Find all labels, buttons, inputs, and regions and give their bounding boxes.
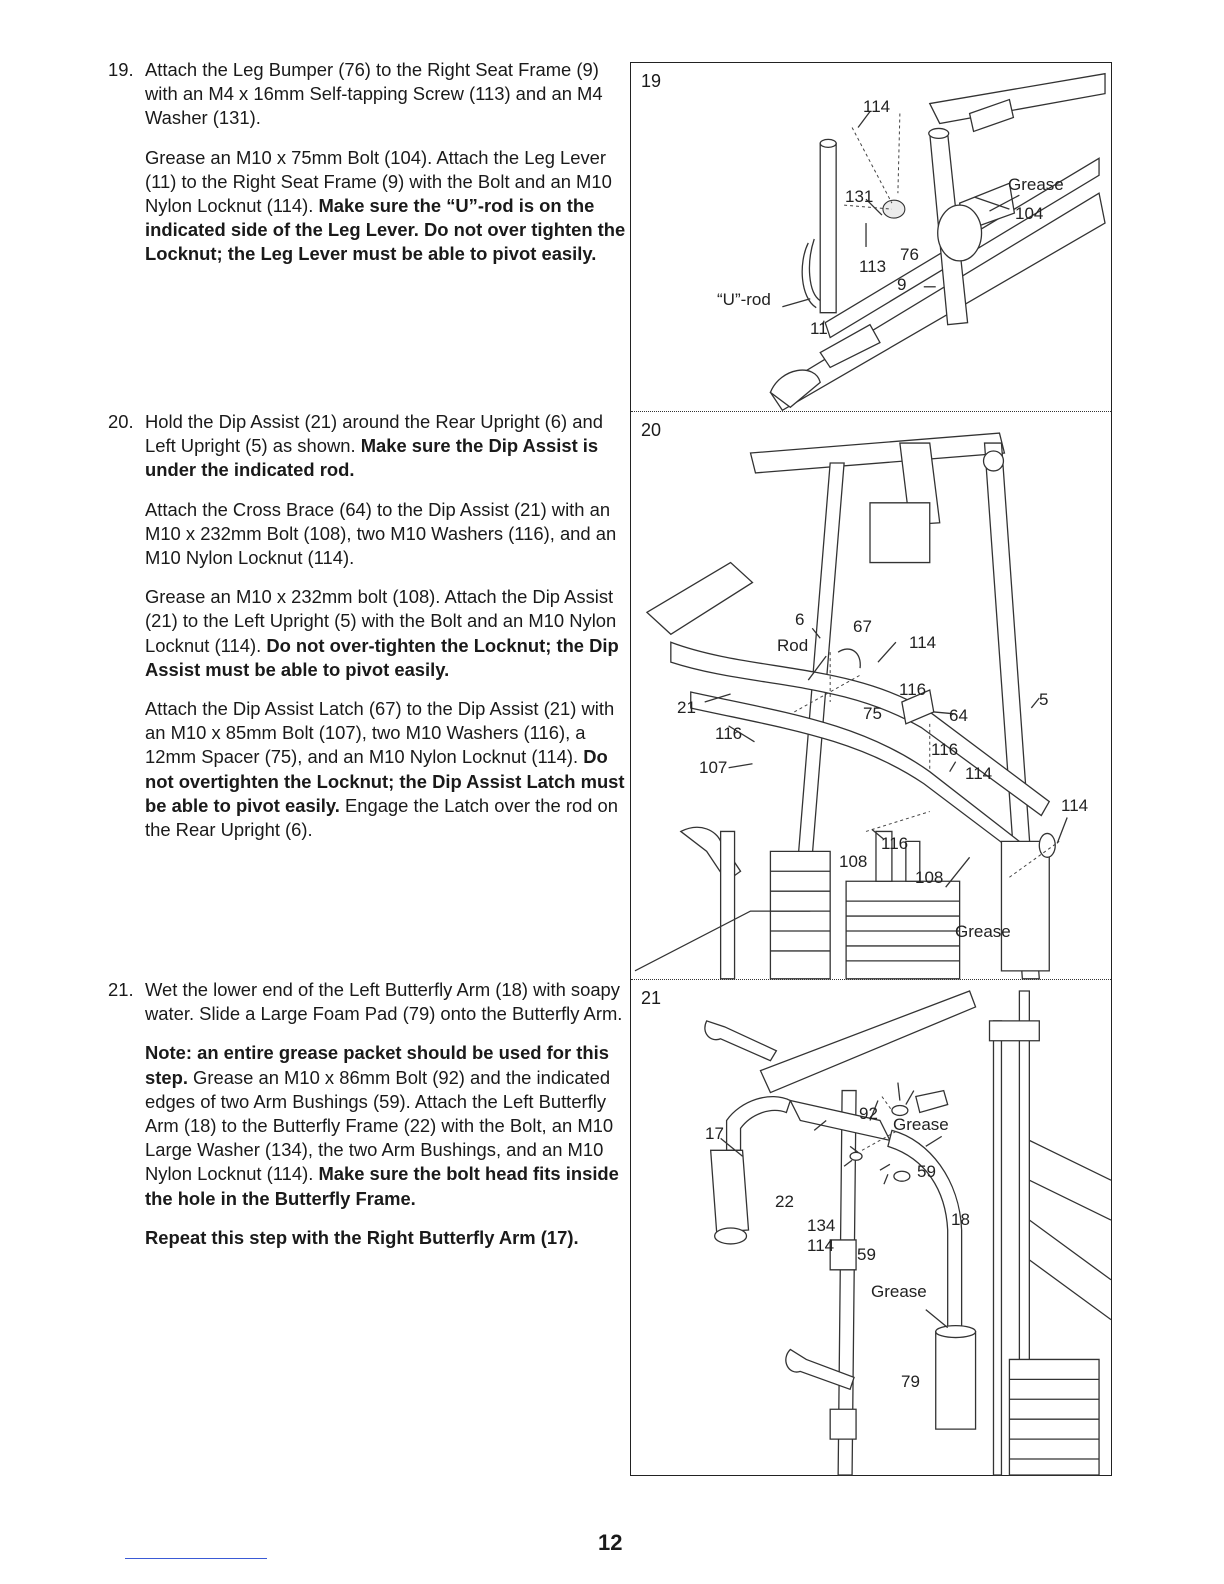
step-paragraph	[145, 1226, 635, 1250]
instruction-text: Engage the Latch over the rod on the Rear Upright (6).	[145, 794, 618, 841]
callout-131: 131	[845, 187, 874, 206]
instruction-text: Attach the Cross Brace (64) to the Dip Assist (21) with an M10 x 232mm Bolt (108), two M10 Washers (116), and an M10 Nylon Locknut (114).	[145, 498, 617, 569]
callout-5: 5	[1039, 690, 1049, 709]
step-19	[108, 58, 635, 282]
callout-104: 104	[1015, 204, 1044, 223]
callout-17: 17	[705, 1124, 724, 1143]
callout-108: 108	[915, 868, 944, 887]
callout-114: 114	[909, 633, 937, 652]
illustration-frame	[630, 62, 1112, 1476]
callout-grease: Grease	[955, 922, 1011, 941]
callout-116: 116	[899, 680, 927, 699]
instruction-text: Grease an M10 x 75mm Bolt (104). Attach the Leg Lever (11) to the Right Seat Frame (9) with the Bolt and an M10 Nylon Locknut (114).	[145, 146, 612, 217]
emphasis-text: Do not overtighten the Locknut; the Dip Assist Latch must be able to pivot easily.	[145, 746, 625, 816]
callout-114: 114	[1061, 796, 1089, 815]
page-number: 12	[598, 1530, 623, 1555]
step-paragraph	[145, 1041, 635, 1210]
step-paragraph	[145, 498, 635, 571]
step-paragraph	[145, 585, 635, 682]
instruction-text: Attach the Leg Bumper (76) to the Right Seat Frame (9) with an M4 x 16mm Self-tapping Screw (113) and an M4 Washer (131).	[145, 59, 603, 129]
instruction-text: Hold the Dip Assist (21) around the Rear Upright (6) and Left Upright (5) as shown.	[145, 411, 603, 457]
figure-number: 19	[641, 71, 662, 91]
emphasis-text: Do not over-tighten the Locknut; the Dip Assist must be able to pivot easily.	[145, 634, 619, 680]
callout-59: 59	[917, 1162, 936, 1181]
callout-11: 11	[810, 319, 828, 338]
callout-59: 59	[857, 1245, 876, 1264]
callout-21: 21	[677, 698, 696, 717]
callout-108: 108	[839, 852, 868, 871]
callout-grease: Grease	[871, 1282, 927, 1301]
step-number: 19.	[108, 59, 134, 80]
step-number: 20.	[108, 411, 134, 432]
callout-75: 75	[863, 704, 882, 723]
figure-number: 21	[641, 988, 662, 1008]
step-number: 21.	[108, 979, 134, 1000]
callout-67: 67	[853, 617, 872, 636]
callout-113: 113	[859, 257, 887, 276]
callout-134: 134	[807, 1216, 836, 1235]
step-21	[108, 978, 635, 1265]
emphasis-text: Make sure the “U”-rod is on the indicated side of the Leg Lever. Do not over tighten the Locknut; the Leg Lever must be able to pivot easily.	[145, 195, 626, 265]
callout-9: 9	[897, 275, 907, 294]
figure-21-drawing	[631, 980, 1111, 1476]
instruction-text: Grease an M10 x 86mm Bolt (92) and the indicated edges of two Arm Bushings (59). Attach the Left Butterfly Arm (18) to the Butterfly Frame (22) with the Bolt, an M10 Large Washer (134), the two Arm Bushings, and an M10 Nylon Locknut (114).	[145, 1066, 614, 1185]
step-paragraph	[145, 697, 635, 842]
callout-76: 76	[900, 245, 919, 264]
step-text	[145, 978, 635, 1250]
callout-grease: Grease	[1008, 175, 1064, 194]
callout-grease: Grease	[893, 1115, 949, 1134]
step-paragraph	[145, 978, 635, 1026]
emphasis-text: Make sure the bolt head fits inside the hole in the Butterfly Frame.	[145, 1163, 619, 1209]
callout-22: 22	[775, 1192, 794, 1211]
callout-64: 64	[949, 706, 968, 725]
step-paragraph	[145, 146, 635, 267]
callout-114: 114	[965, 764, 993, 783]
figure-number: 20	[641, 420, 662, 440]
callout-u-rod: “U”-rod	[717, 290, 771, 309]
callout-116: 116	[881, 834, 909, 853]
instruction-text: Attach the Dip Assist Latch (67) to the Dip Assist (21) with an M10 x 85mm Bolt (107), two M10 Washers (116), a 12mm Spacer (75), and an M10 Nylon Locknut (114).	[145, 698, 615, 768]
callout-107: 107	[699, 758, 728, 777]
instruction-text: Grease an M10 x 232mm bolt (108). Attach the Dip Assist (21) to the Left Upright (5) with the Bolt and an M10 Nylon Locknut (114).	[145, 586, 617, 656]
callout-116: 116	[715, 724, 743, 743]
emphasis-text: Repeat this step with the Right Butterfly Arm (17).	[145, 1226, 579, 1248]
figure-20	[631, 411, 1111, 980]
callout-92: 92	[859, 1104, 878, 1123]
callout-rod: Rod	[777, 636, 809, 655]
callout-114: 114	[863, 97, 891, 116]
callout-116: 116	[931, 740, 959, 759]
step-20	[108, 410, 635, 857]
emphasis-text: Note: an entire grease packet should be used for this step.	[145, 1042, 609, 1088]
step-text	[145, 58, 635, 267]
callout-6: 6	[795, 610, 805, 629]
footer-link-line	[125, 1558, 267, 1559]
figure-21	[631, 979, 1111, 1476]
callout-18: 18	[951, 1210, 970, 1229]
instruction-text: Wet the lower end of the Left Butterfly Arm (18) with soapy water. Slide a Large Foam Pad (79) onto the Butterfly Arm.	[145, 979, 623, 1025]
figure-19	[631, 63, 1111, 411]
emphasis-text: Make sure the Dip Assist is under the indicated rod.	[145, 435, 599, 481]
step-paragraph	[145, 410, 635, 483]
step-paragraph	[145, 58, 635, 131]
callout-79: 79	[901, 1372, 920, 1391]
step-text	[145, 410, 635, 842]
callout-114: 114	[807, 1236, 835, 1255]
